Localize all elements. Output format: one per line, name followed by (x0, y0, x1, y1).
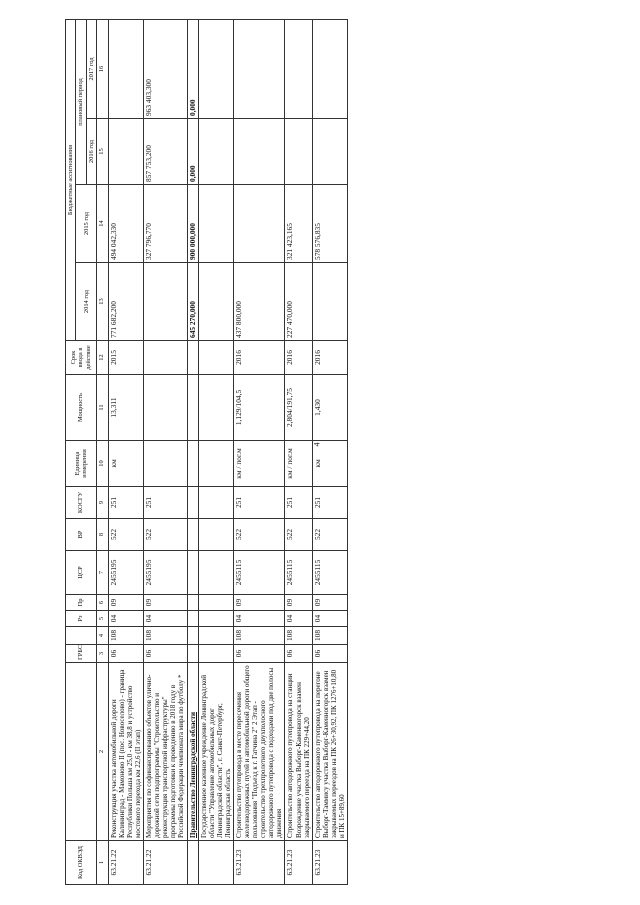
gbs-cell (187, 645, 199, 663)
gbs-sub-cell: 108 (312, 627, 347, 645)
gbs-cell: 06 (109, 645, 144, 663)
gbs-cell: 06 (234, 645, 285, 663)
vr-cell: 522 (312, 519, 347, 551)
value-2014-cell: 437 800,000 (234, 263, 285, 341)
okved-cell: 63.21.23 (285, 841, 312, 885)
okved-cell: 63.21.23 (312, 841, 347, 885)
table-row (144, 19, 187, 884)
header-pr: Пр (66, 595, 97, 611)
header-plan: плановый период (76, 19, 86, 184)
rz-cell: 04 (109, 611, 144, 627)
rz-cell (199, 611, 234, 627)
description-cell: Правительство Ленинградской области (187, 663, 199, 841)
term-cell: 2016 (312, 341, 347, 375)
description-cell: Строительство автодорожного путепровода на станции Возрождение участка Выборг-Каменногорск взамен закрываемого переезда на ПК 229+44,20 (285, 663, 312, 841)
page-number: 4 (312, 442, 322, 447)
okved-cell: 63.21.22 (144, 841, 187, 885)
table-row (312, 19, 347, 884)
pr-cell: 09 (144, 595, 187, 611)
header-vr: ВР (66, 519, 97, 551)
column-index-cell: 13 (97, 263, 109, 341)
term-cell (144, 341, 187, 375)
value-2016-cell (199, 119, 234, 185)
csr-cell: 2455115 (312, 551, 347, 595)
term-cell: 2016 (234, 341, 285, 375)
value-2015-cell: 321 423,165 (285, 185, 312, 263)
header-gbs-2 (66, 627, 97, 645)
term-cell (187, 341, 199, 375)
rz-cell: 04 (234, 611, 285, 627)
header-kosgu: КОСГУ (66, 487, 97, 519)
kosgu-cell: 251 (234, 487, 285, 519)
unit-cell: км (109, 441, 144, 487)
value-2015-cell (199, 185, 234, 263)
table-row (199, 19, 234, 884)
value-2014-cell: 771 682,200 (109, 263, 144, 341)
kosgu-cell: 251 (144, 487, 187, 519)
value-2017-cell: 963 403,300 (144, 19, 187, 118)
value-2016-cell (312, 119, 347, 185)
header-okved: Код ОКВЭД (66, 841, 97, 885)
unit-cell: км / пог.м (285, 441, 312, 487)
pr-cell: 09 (285, 595, 312, 611)
unit-cell: км / пог.м (234, 441, 285, 487)
gbs-sub-cell: 108 (109, 627, 144, 645)
kosgu-cell (199, 487, 234, 519)
capacity-cell: 1,129/104,5 (234, 375, 285, 441)
unit-cell (199, 441, 234, 487)
column-index-cell: 5 (97, 611, 109, 627)
column-index-cell: 10 (97, 441, 109, 487)
capacity-cell (187, 375, 199, 441)
okved-cell: 63.21.22 (109, 841, 144, 885)
header-2017: 2017 год (86, 19, 96, 118)
vr-cell: 522 (234, 519, 285, 551)
column-index-cell: 15 (97, 119, 109, 185)
pr-cell (187, 595, 199, 611)
value-2015-cell: 578 576,835 (312, 185, 347, 263)
column-index-cell: 16 (97, 19, 109, 118)
header-term: Срок ввода в действие (66, 341, 97, 375)
value-2014-cell (199, 263, 234, 341)
gbs-cell: 06 (285, 645, 312, 663)
kosgu-cell: 251 (285, 487, 312, 519)
description-cell: Государственное казенное учреждение Ленинградской области "Управление автомобильных дорог Ленинградской области", г. Санкт-Петербург, Ленинградская область (199, 663, 234, 841)
kosgu-cell (187, 487, 199, 519)
kosgu-cell: 251 (109, 487, 144, 519)
term-cell (199, 341, 234, 375)
header-unit: Единица измерения (66, 441, 97, 487)
csr-cell: 2455115 (234, 551, 285, 595)
column-index-cell: 9 (97, 487, 109, 519)
header-2014: 2014 год (76, 263, 97, 341)
table-row (234, 19, 285, 884)
pr-cell: 09 (109, 595, 144, 611)
header-2015: 2015 год (76, 185, 97, 263)
value-2017-cell (234, 19, 285, 118)
value-2017-cell (312, 19, 347, 118)
value-2016-cell (234, 119, 285, 185)
value-2017-cell (285, 19, 312, 118)
okved-cell (199, 841, 234, 885)
capacity-cell (144, 375, 187, 441)
header-capacity: Мощность (66, 375, 97, 441)
description-cell: Мероприятия по софинансированию объектов улично-дорожной сети подпрограммы "Строительство и реконструкция транспортной инфраструктуры" программы подготовки к проведению в 2018 году в Российской Федерации чемпионата мира по футболу * (144, 663, 187, 841)
gbs-sub-cell (187, 627, 199, 645)
value-2016-cell: 857 753,200 (144, 119, 187, 185)
csr-cell: 2455115 (285, 551, 312, 595)
pr-cell: 09 (234, 595, 285, 611)
value-2017-cell: 0,000 (187, 19, 199, 118)
column-index-cell: 6 (97, 595, 109, 611)
vr-cell: 522 (144, 519, 187, 551)
header-rz: Рз (66, 611, 97, 627)
column-index-cell: 4 (97, 627, 109, 645)
header-csr: ЦСР (66, 551, 97, 595)
csr-cell (199, 551, 234, 595)
vr-cell (199, 519, 234, 551)
capacity-cell (199, 375, 234, 441)
value-2016-cell (109, 119, 144, 185)
header-gbs: ГРБС (66, 645, 97, 663)
value-2015-cell: 494 042,330 (109, 185, 144, 263)
csr-cell (187, 551, 199, 595)
rz-cell: 04 (285, 611, 312, 627)
header-budget: Бюджетные ассигнования (66, 19, 76, 340)
rz-cell: 04 (312, 611, 347, 627)
value-2015-cell: 900 000,000 (187, 185, 199, 263)
value-2014-cell: 645 270,000 (187, 263, 199, 341)
column-index-cell: 2 (97, 663, 109, 841)
column-index-cell: 3 (97, 645, 109, 663)
unit-cell (144, 441, 187, 487)
capacity-cell: 1,430 (312, 375, 347, 441)
column-index-cell: 11 (97, 375, 109, 441)
column-index-cell: 8 (97, 519, 109, 551)
unit-cell: км (312, 441, 347, 487)
header-2016: 2016 год (86, 119, 96, 185)
column-index-cell: 12 (97, 341, 109, 375)
csr-cell: 2455195 (109, 551, 144, 595)
gbs-sub-cell: 108 (285, 627, 312, 645)
csr-cell: 2455195 (144, 551, 187, 595)
description-cell: Строительство путепровода в месте пересечения железнодорожных путей и автомобильной дороги общего пользования "Подъезд к г. Гатчина 2" 2 Этап - строительство трехпролетного двухполосного автодорожного путепровода с подходами под две полосы движения (234, 663, 285, 841)
gbs-cell: 06 (144, 645, 187, 663)
kosgu-cell: 251 (312, 487, 347, 519)
description-cell: Строительство автодорожного путепровода на перегоне Выборг-Таммису участка Выборг-Каменногорск взамен закрываемых переездов на ПК 26+30,92, ПК 1276+10,80 и ПК 15+89,60 (312, 663, 347, 841)
gbs-cell (199, 645, 234, 663)
table-row (109, 19, 144, 884)
value-2015-cell (234, 185, 285, 263)
capacity-cell: 13,311 (109, 375, 144, 441)
header-row-1 (66, 19, 76, 884)
gbs-cell: 06 (312, 645, 347, 663)
gbs-sub-cell: 108 (234, 627, 285, 645)
rz-cell (187, 611, 199, 627)
value-2015-cell: 327 796,770 (144, 185, 187, 263)
header-blank (66, 663, 97, 841)
vr-cell (187, 519, 199, 551)
column-index-cell: 7 (97, 551, 109, 595)
rz-cell: 04 (144, 611, 187, 627)
table-row (285, 19, 312, 884)
vr-cell: 522 (285, 519, 312, 551)
column-index-row (97, 19, 109, 884)
unit-cell (187, 441, 199, 487)
value-2014-cell: 227 470,000 (285, 263, 312, 341)
column-index-cell: 1 (97, 841, 109, 885)
budget-allocations-table (65, 19, 348, 885)
okved-cell: 63.21.23 (234, 841, 285, 885)
value-2017-cell (109, 19, 144, 118)
gbs-sub-cell (199, 627, 234, 645)
gbs-sub-cell: 108 (144, 627, 187, 645)
term-cell: 2016 (285, 341, 312, 375)
pr-cell: 09 (312, 595, 347, 611)
value-2014-cell (312, 263, 347, 341)
capacity-cell: 2,804/191,75 (285, 375, 312, 441)
value-2016-cell: 0,000 (187, 119, 199, 185)
term-cell: 2015 (109, 341, 144, 375)
pr-cell (199, 595, 234, 611)
table-row (187, 19, 199, 884)
description-cell: Реконструкция участка автомобильной дороги Калининград - Мамоново II (пос. Новоселово) - граница Республики Польша км 25,0 - км 38,8 и устройство мостового перехода км 22,6 (II этап) (109, 663, 144, 841)
vr-cell: 522 (109, 519, 144, 551)
value-2016-cell (285, 119, 312, 185)
value-2014-cell (144, 263, 187, 341)
okved-cell (187, 841, 199, 885)
value-2017-cell (199, 19, 234, 118)
column-index-cell: 14 (97, 185, 109, 263)
rotated-document-sheet (65, 20, 605, 885)
